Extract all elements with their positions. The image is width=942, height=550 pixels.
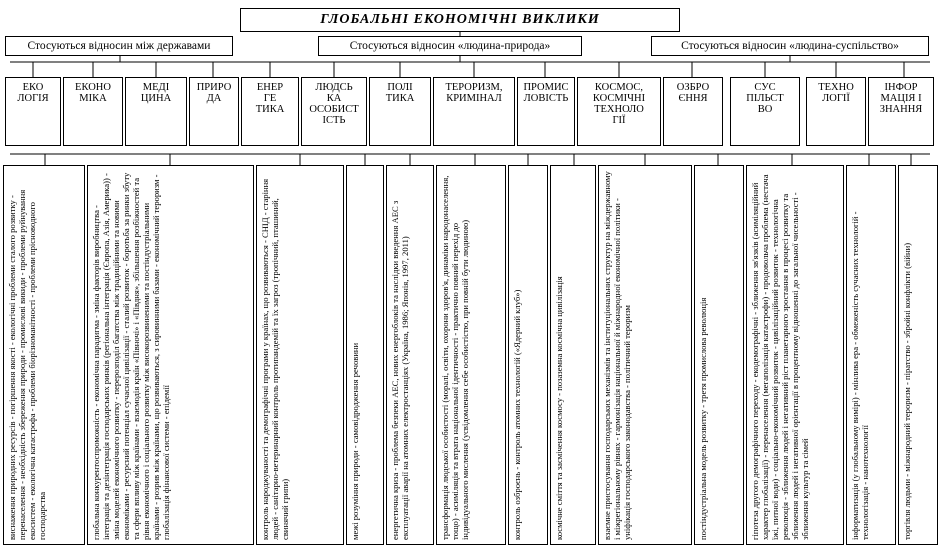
category-personality: ЛЮДСЬ КА ОСОБИСТ ІСТЬ	[301, 77, 367, 146]
detail-energy: енергетична криза - проблема безпеки АЕС, нових енергоблоків та наслідки введення АЕС з експлуатації аварії на атомних електростанціях (Україна, 1986; Японія, 1997, 2011)	[386, 165, 434, 545]
category-information: ІНФОР МАЦІЯ І ЗНАННЯ	[868, 77, 934, 146]
detail-space: космічне сміття та засмічення космосу - позаземна космічна цивілізація	[550, 165, 596, 545]
detail-personality: трансформація людської особистості (моралі, освіти, охорони здоров'я, динаміки народонаселення, тощо) - асиміляція та втрата національної ідентичності - практично повний перехід до індивідуального мислення (усвідомлення себе особистістю, при повній бути людиною)	[436, 165, 506, 545]
group-human-society: Стосуються відносин «людина-суспільство»	[651, 36, 929, 56]
detail-technology-model: постіндустріальна модель розвитку - третя промислова революція	[694, 165, 744, 545]
detail-ecology: виснаження природних ресурсів - погіршення якості - екологічні проблеми сталого розвитку - перенаселення - необхідність збереження природи - промислові викиди - проблеми руйнування екосистем - екологічна катастрофа - проблеми біорізноманітності - проблеми прісноводного господарства	[3, 165, 85, 545]
detail-society: гіпотеза другого демографічного переходу - екодемографічні - зближення зв'язків (асиміляційний характер глобалізації) - перенаселення (мегаполізація катастрофи) - продовольча проблема (нестача їжі, питної води) - соціально-економічний розвиток - цивілізаційний розвиток - технологічна революція - зближення людей і негативний ріст планетарного зростання в процесі розвитку та зближення людей і негативної орієнтації в процентному відношенні до загальної чисельності - зближення культур та сімей	[746, 165, 844, 545]
detail-industry: взаємне пристосування господарських механізмів та інституціональних структур на міждержавному і міжрегіональному рівнях - гармонізація національної й міжнародної економічної політики - уніфікація господарського законодавства - політичний тероризм	[598, 165, 692, 545]
category-terrorism: ТЕРОРИЗМ, КРИМІНАЛ	[433, 77, 515, 146]
category-technology: ТЕХНО ЛОГІЇ	[806, 77, 866, 146]
detail-politics: контроль озброєнь - контроль атомних технологій («Ядерний клуб»)	[508, 165, 548, 545]
group-human-nature: Стосуються відносин «людина-природа»	[318, 36, 582, 56]
detail-nature: межі розуміння природи - самовідродження речовини	[346, 165, 384, 545]
detail-information: інформатизація (у глобальному вимірі) - мінлива ера - обмеженість сучасних технологій - технологізація - нанотехнології	[846, 165, 896, 545]
diagram-title: ГЛОБАЛЬНІ ЕКОНОМІЧНІ ВИКЛИКИ	[240, 8, 680, 32]
category-society: СУС ПІЛЬСТ ВО	[730, 77, 800, 146]
category-medicine: МЕДІ ЦИНА	[125, 77, 187, 146]
category-politics: ПОЛІ ТИКА	[369, 77, 431, 146]
detail-economy: глобальна конкурентоспроможність - економічна парадигма - зміна факторів виробництва - інтеграція та дезінтеграція господарських ринків (регіональна інтеграція (Європа, Азія, Америка)) - зміна моделей економічного розвитку - перерозподіл багатства між традиційними та новими економіками - ресурсний потенціал сучасної цивілізації - сталий розвиток - боротьба за ринки збуту та сфери впливу між країнами - взаємодія країн «Півночі» і «Півдня», збільшення розбіжностей та рівня економічного і соціального розвитку між високорозвиненими та постіндустріальними країнами - розрив між країнами, що розвиваються, з сировинними базами - економічний тероризм - глобалізація фінансової системи - епідемії	[87, 165, 254, 545]
category-ecology: ЕКО ЛОГІЯ	[5, 77, 61, 146]
category-energy: ЕНЕР ГЕ ТИКА	[241, 77, 299, 146]
detail-terrorism: торгівля людьми - міжнародний тероризм - піратство - збройні конфлікти (війни)	[898, 165, 938, 545]
detail-medicine: контроль народжуваності та демографічні програми у країнах, що розвиваються - СНІД - старіння людей - санітарно-ветеринарний контроль протипандемій та їх загроз (тропічний, пташиний, свинячий грипи)	[256, 165, 344, 545]
category-nature: ПРИРО ДА	[189, 77, 239, 146]
category-space: КОСМОС, КОСМІЧНІ ТЕХНОЛО ГІЇ	[577, 77, 661, 146]
group-interstate: Стосуються відносин між державами	[5, 36, 233, 56]
category-economy: ЕКОНО МІКА	[63, 77, 123, 146]
category-armament: ОЗБРО ЄННЯ	[663, 77, 723, 146]
category-industry: ПРОМИС ЛОВІСТЬ	[517, 77, 575, 146]
